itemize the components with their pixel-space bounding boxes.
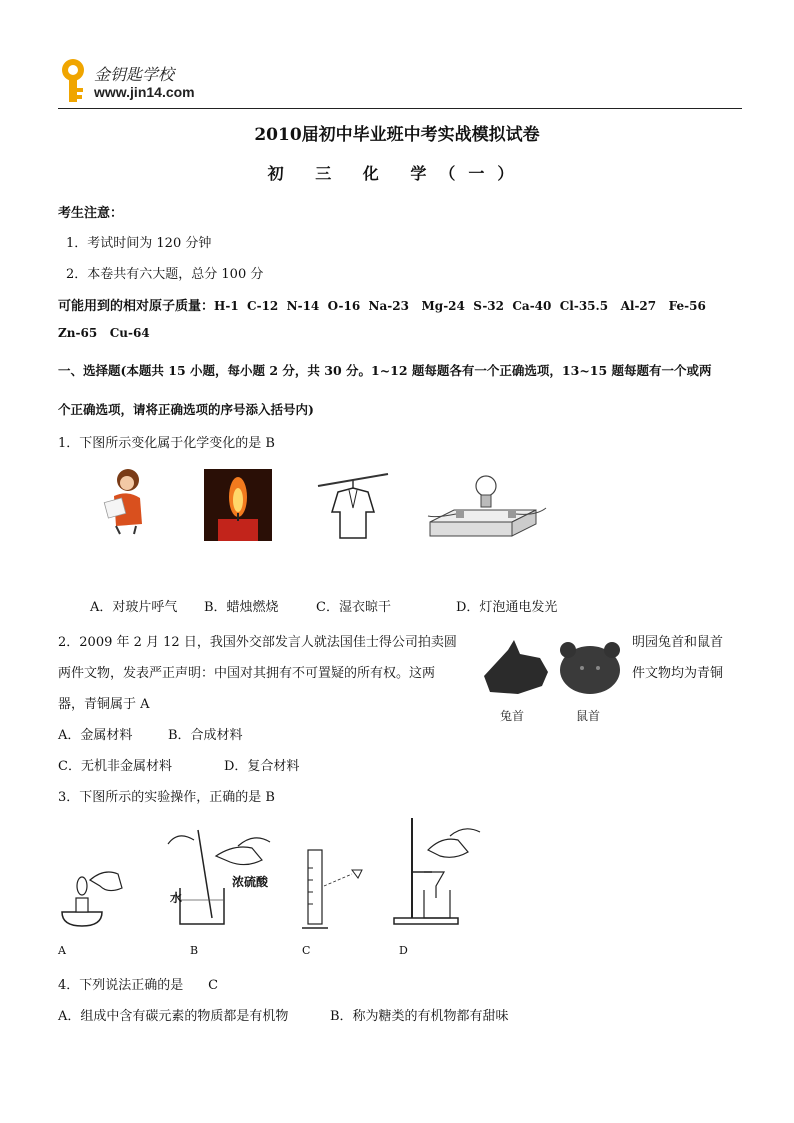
option: A．对玻片呼气 <box>90 600 178 615</box>
acid-label: 浓硫酸 <box>232 875 269 889</box>
candle-image <box>204 469 272 541</box>
girl-breathing-image <box>100 466 158 536</box>
option: B．合成材料 <box>168 728 243 743</box>
question-2-line1-right: 明园兔首和鼠首 <box>632 635 724 650</box>
water-label: 水 <box>170 891 183 905</box>
light-bulb-image <box>426 472 548 544</box>
rat-head-label: 鼠首 <box>576 709 601 723</box>
logo-name: 金钥匙学校 <box>94 65 175 84</box>
notice-heading: 考生注意： <box>58 206 124 221</box>
option: C．无机非金属材料 <box>58 759 172 774</box>
drying-clothes-image <box>316 468 390 542</box>
section-heading-2: 个正确选项，请将正确选项的序号添入括号内) <box>58 402 314 417</box>
figure-letter: D <box>399 944 408 957</box>
question-2-line2-right: 件文物均为青铜 <box>632 666 724 681</box>
page-subtitle: 初 三 化 学（一） <box>267 164 527 183</box>
logo-url: www.jin14.com <box>94 84 195 100</box>
section-heading: 一、选择题(本题共 15 小题，每小题 2 分，共 30 分。1~12 题每题各有一个正确选项，13~15 题每题有一个或两 <box>58 363 712 378</box>
atomic-mass-line <box>58 295 706 314</box>
option: B．蜡烛燃烧 <box>204 600 279 615</box>
atomic-mass-values-2: Zn-65 Cu-64 <box>58 326 150 340</box>
filtration-image <box>388 814 488 934</box>
question-4-stem: 4．下列说法正确的是 C <box>58 978 219 993</box>
option: D．灯泡通电发光 <box>456 600 558 615</box>
atomic-mass-values: H-1 C-12 N-14 O-16 Na-23 Mg-24 S-32 Ca-40 Cl-35.5 Al-27 Fe-56 <box>214 299 706 313</box>
alcohol-lamp-image <box>56 864 128 930</box>
question-2-line3: 器，青铜属于 A <box>58 697 150 712</box>
question-3-stem: 3．下图所示的实验操作，正确的是 B <box>58 790 275 805</box>
graduated-cylinder-image <box>300 848 370 932</box>
option: A．组成中含有碳元素的物质都是有机物 <box>58 1009 289 1024</box>
notice-item: 2．本卷共有六大题，总分 100 分 <box>66 267 264 282</box>
option: C．湿衣晾干 <box>316 600 391 615</box>
figure-letter: B <box>190 944 199 957</box>
dilute-acid-image <box>166 826 276 930</box>
atomic-mass-label: 可能用到的相对原子质量： <box>58 299 215 314</box>
option: A．金属材料 <box>58 728 133 743</box>
option: D．复合材料 <box>224 759 300 774</box>
page-title: 2010届初中毕业班中考实战模拟试卷 <box>254 125 540 145</box>
question-2-line1: 2．2009 年 2 月 12 日，我国外交部发言人就法国佳士得公司拍卖圆 <box>58 635 457 650</box>
question-2-line2: 两件文物，发表严正声明：中国对其拥有不可置疑的所有权。这两 <box>58 666 436 681</box>
key-icon <box>58 58 88 104</box>
option: B．称为糖类的有机物都有甜味 <box>330 1009 509 1024</box>
figure-letter: A <box>58 944 66 957</box>
figure-letter: C <box>302 944 311 957</box>
question-1-stem: 1．下图所示变化属于化学变化的是 B <box>58 436 275 451</box>
logo <box>58 58 208 106</box>
notice-item: 1．考试时间为 120 分钟 <box>66 236 212 251</box>
bronze-heads-image <box>478 636 628 724</box>
header-divider <box>58 108 742 109</box>
rabbit-head-label: 兔首 <box>500 709 525 723</box>
